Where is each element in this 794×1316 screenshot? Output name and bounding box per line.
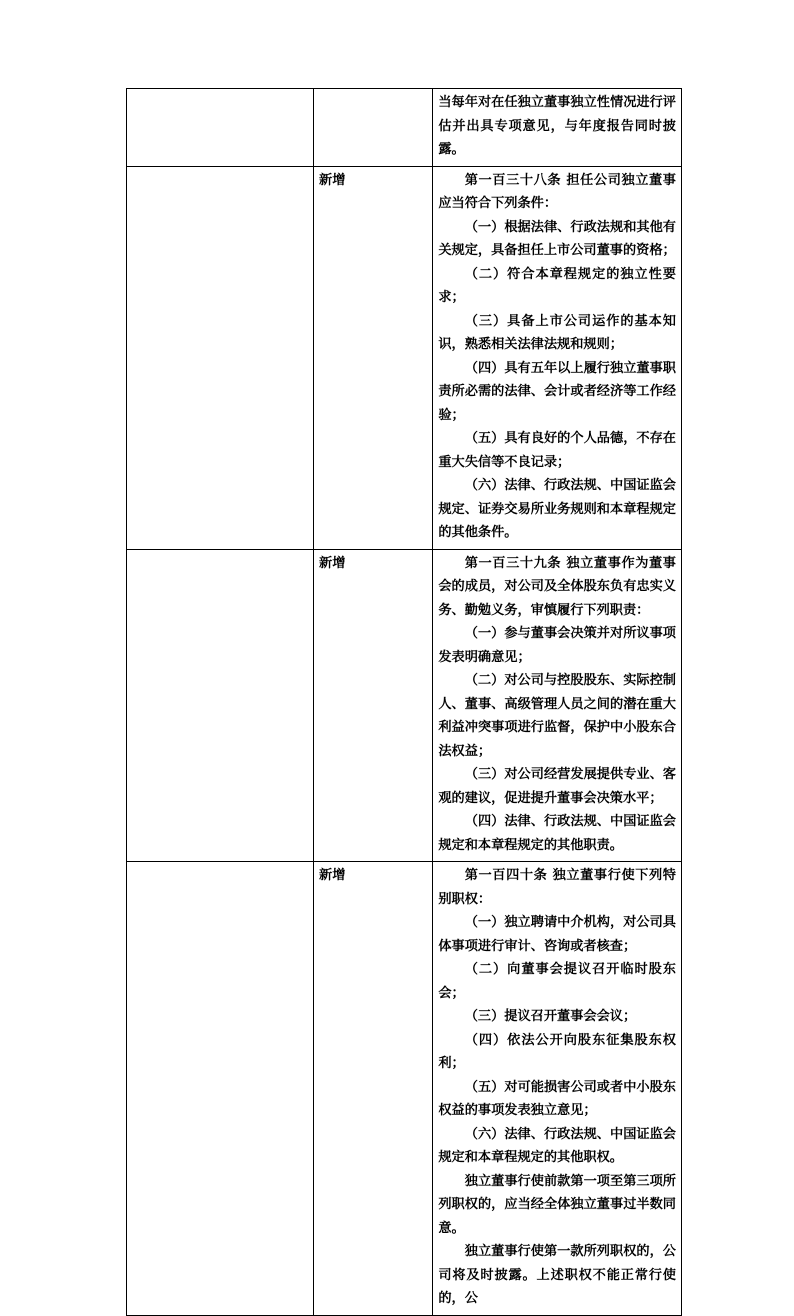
revised-clause-cell: [433, 862, 682, 1316]
revision-type-cell: 新增: [314, 862, 433, 1316]
table-row: [127, 862, 682, 1316]
clause-paragraph: 当每年对在任独立董事独立性情况进行评估并出具专项意见，与年度报告同时披露。: [438, 95, 676, 157]
revised-clause-cell: [433, 166, 682, 549]
clause-paragraph: （二）对公司与控股股东、实际控制人、董事、高级管理人员之间的潜在重大利益冲突事项进行监督，保护中小股东合法权益；: [438, 673, 676, 759]
revision-type-cell: 新增: [314, 549, 433, 862]
clause-paragraph: 独立董事行使第一款所列职权的，公司将及时披露。上述职权不能正常行使的，公: [438, 1244, 676, 1306]
original-clause-cell: [127, 89, 314, 167]
table-row: [127, 89, 682, 167]
clause-paragraph: 第一百三十八条 担任公司独立董事应当符合下列条件：: [438, 172, 676, 211]
clause-paragraph: （五）具有良好的个人品德，不存在重大失信等不良记录；: [438, 431, 676, 470]
revised-clause-cell: [433, 89, 682, 167]
clause-paragraph: （四）依法公开向股东征集股东权利；: [438, 1032, 676, 1071]
table-row: [127, 549, 682, 862]
original-clause-cell: [127, 166, 314, 549]
revised-clause-cell: [433, 549, 682, 862]
clause-paragraph: 独立董事行使前款第一项至第三项所列职权的，应当经全体独立董事过半数同意。: [438, 1173, 676, 1236]
original-clause-cell: [127, 549, 314, 862]
clause-paragraph: （五）对可能损害公司或者中小股东权益的事项发表独立意见；: [438, 1079, 676, 1118]
clause-paragraph: 第一百三十九条 独立董事作为董事会的成员，对公司及全体股东负有忠实义务、勤勉义务，审慎履行下列职责：: [438, 555, 676, 618]
clause-paragraph: （三）对公司经营发展提供专业、客观的建议，促进提升董事会决策水平；: [438, 767, 676, 806]
clause-paragraph: （二）向董事会提议召开临时股东会；: [438, 962, 676, 1001]
clause-paragraph: （二）符合本章程规定的独立性要求；: [438, 266, 676, 305]
table-body: [127, 89, 682, 1316]
amendment-comparison-table: [126, 88, 682, 1316]
clause-paragraph: （三）具备上市公司运作的基本知识，熟悉相关法律法规和规则；: [438, 313, 676, 352]
clause-paragraph: （一）根据法律、行政法规和其他有关规定，具备担任上市公司董事的资格；: [438, 219, 676, 258]
clause-paragraph: （六）法律、行政法规、中国证监会规定和本章程规定的其他职权。: [438, 1126, 676, 1165]
clause-paragraph: （六）法律、行政法规、中国证监会规定、证券交易所业务规则和本章程规定的其他条件。: [438, 478, 676, 540]
clause-paragraph: （四）具有五年以上履行独立董事职责所必需的法律、会计或者经济等工作经验；: [438, 360, 676, 423]
clause-paragraph: （一）参与董事会决策并对所议事项发表明确意见；: [438, 626, 676, 665]
clause-paragraph: （三）提议召开董事会会议；: [464, 1009, 637, 1024]
table-row: [127, 166, 682, 549]
clause-paragraph: （一）独立聘请中介机构，对公司具体事项进行审计、咨询或者核查；: [438, 915, 676, 954]
original-clause-cell: [127, 862, 314, 1316]
clause-paragraph: （四）法律、行政法规、中国证监会规定和本章程规定的其他职责。: [438, 814, 676, 853]
revision-type-cell: [314, 89, 433, 167]
clause-paragraph: 第一百四十条 独立董事行使下列特别职权：: [438, 868, 676, 907]
revision-type-cell: 新增: [314, 166, 433, 549]
